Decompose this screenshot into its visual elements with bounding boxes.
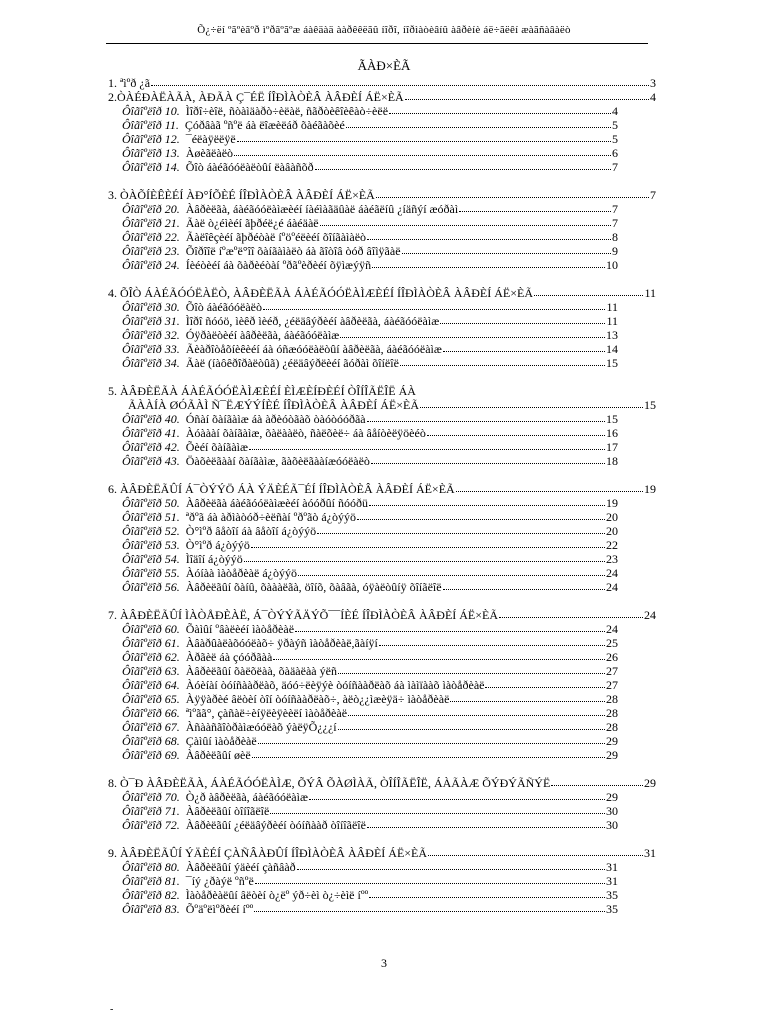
toc-page-number: 28 [606, 706, 618, 720]
toc-leader-dots [402, 244, 611, 254]
toc-page-number: 7 [650, 188, 656, 202]
toc-entry[interactable] [108, 482, 656, 496]
toc-entry[interactable] [108, 384, 656, 398]
toc-leader-dots [440, 314, 605, 324]
toc-leader-dots [315, 160, 611, 170]
toc-section-number: Ôîãîºëîð 54. [122, 552, 180, 566]
toc-subentry[interactable] [122, 300, 618, 314]
toc-section-number: Ôîãîºëîð 42. [122, 440, 180, 454]
toc-page-number: 29 [644, 776, 656, 790]
toc-entry-text: Ãàë (íàôêðîðàëòûã) ¿éëäâýðëèéí ãóðàì õîíëîë [185, 356, 399, 370]
toc-leader-dots [428, 846, 643, 856]
toc-entry-text: 5. ÀÂÐÈËÃÀ ÁÀÉÃÓÓËÀÌÆÈÉÍ ÈÌÆÈÍÐÈÉÍ ÒÎÍÎÃËÎË ÁÀ [108, 384, 416, 398]
toc-page-number: 28 [606, 692, 618, 706]
toc-section-number: Ôîãîºëîð 72. [122, 818, 180, 832]
toc-section-number: Ôîãîºëîð 33. [122, 342, 180, 356]
toc-entry-text: Õîò áàéãóóëàëòûí ëàâàñõð [185, 160, 314, 174]
toc-entry-text: Àðãèë áà çóóðãàà [185, 650, 273, 664]
toc-subentry[interactable] [122, 790, 618, 804]
toc-subentry[interactable] [122, 580, 618, 594]
toc-entry[interactable] [108, 286, 656, 300]
toc-entry-text: Ìîäîí á¿òýýö [185, 552, 243, 566]
toc-entry-text: Ãèàðîòåõíèêèéí áà óñæóóëàëòûí àâðèëãà, áàéãóóëàìæ [185, 342, 442, 356]
header-rule [106, 43, 648, 44]
toc-page-number: 24 [606, 566, 618, 580]
toc-page-number: 20 [606, 510, 618, 524]
toc-section-number: Ôîãîºëîð 21. [122, 216, 180, 230]
toc-page-number: 15 [606, 356, 618, 370]
toc-entry[interactable] [108, 776, 656, 790]
toc-section-number: Ôîãîºëîð 80. [122, 860, 180, 874]
toc-subentry[interactable] [122, 314, 618, 328]
toc-entry-text: 3. ÒÀÕÍÈÊÈÉÍ ÀÐ°ÍÕÈÉ ÍÎÐÌÀÒÈÂ ÀÂÐÈÍ ÁË×ÈÃ [108, 188, 375, 202]
toc-page-number: 27 [606, 664, 618, 678]
toc-leader-dots [369, 888, 605, 898]
toc-leader-dots [427, 426, 605, 436]
toc-subentry[interactable] [122, 104, 618, 118]
toc-section-number: Ôîãîºëîð 82. [122, 888, 180, 902]
toc-page-number: 31 [606, 874, 618, 888]
toc-section-number: Ôîãîºëîð 71. [122, 804, 180, 818]
toc-page-number: 29 [606, 748, 618, 762]
toc-entry-text: Ò°ìºð á¿òýýö [185, 538, 250, 552]
toc-entry-text: 6. ÀÂÐÈËÃÛÍ Á¯ÒÝÝÖ ÁÀ ÝÄÈÉÃ¯ÉÍ ÍÎÐÌÀÒÈÂ ÀÂÐÈÍ ÁË×ÈÃ [108, 482, 455, 496]
toc-entry-text: Àóàààí õàíãàìæ, õàëààëò, ñàëõèë÷ áà âåíòèëÿöèéò [185, 426, 426, 440]
toc-section-number: Ôîãîºëîð 31. [122, 314, 180, 328]
toc-page-number: 18 [606, 454, 618, 468]
toc-section-number: Ôîãîºëîð 66. [122, 706, 180, 720]
toc-entry-text: Àâðèëãûí õàëõëàà, õàäàëàà ýëñ [185, 664, 337, 678]
toc-section-number: Ôîãîºëîð 20. [122, 202, 180, 216]
toc-page-number: 25 [606, 636, 618, 650]
toc-page-number: 16 [606, 426, 618, 440]
toc-page-number: 20 [606, 524, 618, 538]
toc-entry-text: 2.ÒÀÉÐÀËÀÃÀ, ÀÐÃÀ Ç¯ÉË ÍÎÐÌÀÒÈÂ ÀÂÐÈÍ ÁË×ÈÃ [108, 90, 404, 104]
toc-page-number: 17 [606, 440, 618, 454]
toc-page-number: 11 [606, 300, 618, 314]
toc-entry-text: ¯éëàÿëëÿë [185, 132, 236, 146]
toc-entry-text: 8. Ò¯Ð ÀÂÐÈËÃÀ, ÁÀÉÃÓÓËÀÌÆ, ÕÝÂ ÕÀØÌÀÃ, ÒÎÍÎÃËÎË, ÁÀÃÀÆ ÕÝÐÝÃÑÝË [108, 776, 551, 790]
toc-page-number: 15 [606, 412, 618, 426]
toc-entry-text: Ò°ìºð âåòîí áà âåòîí á¿òýýö [185, 524, 317, 538]
toc-entry-text: 4. ÕÎÒ ÁÀÉÃÓÓËÀËÒ, ÀÂÐÈËÃÀ ÁÀÉÃÓÓËÀÌÆÈÉÍ ÍÎÐÌÀÒÈÂ ÀÂÐÈÍ ÁË×ÈÃ [108, 286, 534, 300]
toc-leader-dots [309, 790, 605, 800]
toc-entry[interactable] [108, 608, 656, 622]
toc-leader-dots [379, 636, 605, 646]
toc-entry[interactable] [108, 90, 656, 104]
toc-leader-dots [450, 692, 605, 702]
toc-entry-text: Õàìûí ºâàëèéí ìàòåðèàë [185, 622, 295, 636]
toc-subentry[interactable] [122, 230, 618, 244]
toc-entry-text: Öàõèëãààí õàíãàìæ, ãàõèëãààíæóóëàëò [185, 454, 370, 468]
toc-subentry[interactable] [122, 720, 618, 734]
toc-leader-dots [263, 300, 605, 310]
toc-leader-dots [317, 524, 605, 534]
toc-leader-dots [258, 734, 605, 744]
toc-entry[interactable] [108, 188, 656, 202]
toc-subentry[interactable] [122, 818, 618, 832]
toc-section-number: Ôîãîºëîð 12. [122, 132, 180, 146]
toc-subentry[interactable] [122, 342, 618, 356]
toc-page-number: 30 [606, 818, 618, 832]
toc-leader-dots [249, 440, 605, 450]
toc-leader-dots [251, 538, 605, 548]
toc-leader-dots [297, 860, 605, 870]
toc-leader-dots [298, 566, 605, 576]
toc-subentry[interactable] [122, 888, 618, 902]
page-header: Õ¿÷ëí ºãºèãºð ìºðãºãºæ áàêäàä ààðêêëãû íîðî, íîðìàòèâíû àâðèíè áë÷ãëêí æàãñàâàëò [197, 24, 571, 36]
toc-subentry[interactable] [122, 426, 618, 440]
toc-leader-dots [234, 146, 611, 156]
toc-entry-text: Ìîðî÷èîë, ñòàìäàðò÷èëàë, ñãðòèêîèêàò÷èëë [185, 104, 389, 118]
toc-leader-dots [499, 608, 643, 618]
toc-subentry[interactable] [122, 454, 618, 468]
page-number: 3 [381, 956, 387, 970]
toc-section-number: Ôîãîºëîð 51. [122, 510, 180, 524]
toc-entry-text: Àâðèëãûí øèë [185, 748, 251, 762]
toc-entry-text: Çóðâàã ºñºë áà ëîæèëáð õàéãàõèé [184, 118, 345, 132]
toc-section-number: Ôîãîºëîð 62. [122, 650, 180, 664]
toc-section-number: Ôîãîºëîð 43. [122, 454, 180, 468]
toc-leader-dots [338, 720, 605, 730]
toc-entry-text: 1. ªìºð ¿ã [108, 76, 151, 90]
toc-leader-dots [367, 412, 605, 422]
toc-leader-dots [346, 118, 611, 128]
toc-section-number: Ôîãîºëîð 23. [122, 244, 180, 258]
toc-leader-dots [443, 580, 605, 590]
toc-section-number: Ôîãîºëîð 41. [122, 426, 180, 440]
toc-section-number: Ôîãîºëîð 14. [122, 160, 180, 174]
toc-page-number: 29 [606, 734, 618, 748]
toc-entry-text: Çàìûí ìàòåðèàë [185, 734, 257, 748]
toc-subentry[interactable] [122, 496, 618, 510]
toc-section-number: Ôîãîºëîð 70. [122, 790, 180, 804]
toc-section-number: Ôîãîºëîð 22. [122, 230, 180, 244]
toc-leader-dots [244, 552, 605, 562]
toc-entry-text: Õîò áàéãóóëàëò [185, 300, 263, 314]
toc-subentry[interactable] [122, 202, 618, 216]
toc-entry-text: Ãàëîêçèéí ãþðéòàë íºöºéëèéí õîíãàìàëò [185, 230, 367, 244]
toc-page-number: 9 [612, 244, 618, 258]
toc-entry-text: Àâðèëãûí õàíû, õàààëãà, öîíõ, õàâãà, óÿàëòûíÿ õîíãëîë [185, 580, 442, 594]
toc-section-number: Ôîãîºëîð 69. [122, 748, 180, 762]
toc-entry-text: 7. ÀÂÐÈËÃÛÍ ÌÀÒÅÐÈÀË, Á¯ÒÝÝÃÄÝÕ¯¯ÍÈÉ ÍÎÐÌÀÒÈÂ ÀÂÐÈÍ ÁË×ÈÃ [108, 608, 499, 622]
toc-leader-dots [372, 258, 605, 268]
toc-subentry[interactable] [122, 874, 618, 888]
toc-subentry[interactable] [122, 160, 618, 174]
toc-leader-dots [254, 902, 605, 912]
toc-page-number: 26 [606, 650, 618, 664]
toc-entry-text: Ìîðî ñóóö, ìèêð ìèéð, ¿éëäâýðèéí àâðèëãà, áàéãóóëàìæ [185, 314, 440, 328]
toc-page-number: 31 [644, 846, 656, 860]
toc-leader-dots [420, 398, 643, 408]
toc-subentry[interactable] [122, 748, 618, 762]
toc-page-number: 5 [612, 132, 618, 146]
toc-subentry[interactable] [122, 566, 618, 580]
toc-section-number: Ôîãîºëîð 60. [122, 622, 180, 636]
toc-section-number: Ôîãîºëîð 32. [122, 328, 180, 342]
toc-page-number: 10 [606, 258, 618, 272]
toc-entry-text: Õîðîîë íºæºë°îî õàíãàìàëò áà ãîòîâ òóð âîìÿãàë [185, 244, 401, 258]
toc-entry-text: Õºäºëìºðèéí íºº [185, 902, 254, 916]
toc-subentry[interactable] [122, 510, 618, 524]
toc-leader-dots [405, 90, 649, 100]
toc-leader-dots [340, 328, 605, 338]
toc-entry-text: Ìàòåðèàëûí âëòèí ò¿ëº ýð÷èì ò¿÷èìë íºº [185, 888, 369, 902]
toc-subentry[interactable] [122, 538, 618, 552]
toc-leader-dots [367, 818, 605, 828]
toc-section-number: Ôîãîºëîð 40. [122, 412, 180, 426]
toc-page-number: 3 [650, 76, 656, 90]
toc-section-number: Ôîãîºëîð 68. [122, 734, 180, 748]
toc-subentry[interactable] [122, 552, 618, 566]
toc-leader-dots [376, 188, 649, 198]
toc-entry[interactable] [108, 76, 656, 90]
toc-subentry[interactable] [122, 356, 618, 370]
toc-leader-dots [255, 874, 605, 884]
toc-entry-text: Õèéí õàíãàìæ [185, 440, 249, 454]
toc-subentry[interactable] [122, 678, 618, 692]
toc-leader-dots [273, 650, 605, 660]
toc-entry-text: ªðºã áà àðìàòóð÷èëñàí ºðºãò á¿òýýö [185, 510, 357, 524]
toc-leader-dots [320, 216, 611, 226]
toc-subentry[interactable] [122, 258, 618, 272]
toc-page-number: 11 [644, 286, 656, 300]
toc-entry-text: Àÿÿàðèé âëòèí òîí òóíñààðëàõ÷, àëò¿¿ìæèÿä÷ ìàòåðèàë [185, 692, 450, 706]
toc-section-number: Ôîãîºëîð 24. [122, 258, 180, 272]
toc-page-number: 29 [606, 790, 618, 804]
toc-leader-dots [357, 510, 605, 520]
toc-leader-dots [400, 356, 605, 366]
toc-page-number: 7 [612, 202, 618, 216]
toc-entry-text: Óÿðàëòèéí àâðèëãà, áàéãóóëàìæ [185, 328, 340, 342]
toc-section-number: Ôîãîºëîð 56. [122, 580, 180, 594]
toc-entry-text: Óñàí õàíãàìæ áà àðèóòãàõ òàóòóóðãà [185, 412, 366, 426]
toc-section-number: Ôîãîºëîð 67. [122, 720, 180, 734]
toc-page-number: 19 [644, 482, 656, 496]
toc-leader-dots [534, 286, 643, 296]
toc-leader-dots [151, 76, 649, 86]
toc-page-number: 27 [606, 678, 618, 692]
toc-subentry[interactable] [122, 216, 618, 230]
toc-page-number: 4 [650, 90, 656, 104]
toc-page-number: 13 [606, 328, 618, 342]
toc-page-number: 31 [606, 860, 618, 874]
toc-page-number: 24 [606, 622, 618, 636]
toc-subentry[interactable] [122, 804, 618, 818]
toc-leader-dots [367, 230, 611, 240]
toc-entry-text: Àâðèëãûí ¿éëäâýðèéí òóíñààð òîíîãëîë [185, 818, 366, 832]
toc-page-number: 15 [644, 398, 656, 412]
toc-entry-text: Àâðèëãà, áàéãóóëàìæèéí íàéìàãäûàë áàéãëíû ¿íäñýí æóðàì [185, 202, 459, 216]
toc-subentry[interactable] [122, 412, 618, 426]
toc-leader-dots [252, 748, 605, 758]
toc-section-number: Ôîãîºëîð 30. [122, 300, 180, 314]
toc-subentry[interactable] [122, 244, 618, 258]
toc-leader-dots [443, 342, 605, 352]
toc-page-number: 24 [644, 608, 656, 622]
toc-page-number: 4 [612, 104, 618, 118]
toc-subentry[interactable] [122, 440, 618, 454]
toc-leader-dots [295, 622, 605, 632]
toc-leader-dots [348, 706, 605, 716]
toc-section-number: Ôîãîºëîð 13. [122, 146, 180, 160]
toc-title: ÃÀÐ×ÈÃ [357, 58, 411, 73]
toc-leader-dots [338, 664, 605, 674]
toc-subentry[interactable] [122, 328, 618, 342]
toc-section-number: Ôîãîºëîð 53. [122, 538, 180, 552]
toc-leader-dots [237, 132, 611, 142]
toc-leader-dots [369, 496, 605, 506]
toc-section-number: Ôîãîºëîð 52. [122, 524, 180, 538]
toc-entry-text: Íèéòèéí áà õàðèéòàí ºðãºèðèéí õÿìæýÿñ [185, 258, 372, 272]
toc-section-number: Ôîãîºëîð 81. [122, 874, 180, 888]
toc-leader-dots [551, 776, 643, 786]
toc-section-number: Ôîãîºëîð 11. [122, 118, 179, 132]
toc-entry-text: Àøèãëàëò [185, 146, 234, 160]
toc-entry-text: Àóèíàí òóíñààðëàõ, äóó÷ëèÿýè òóíñààðëàõ áà ìàìïààõ ìàòåðèàë [185, 678, 485, 692]
toc-page-number: 7 [612, 216, 618, 230]
toc-page-number: 24 [606, 580, 618, 594]
toc-subentry[interactable] [122, 622, 618, 636]
toc-page-number: 19 [606, 496, 618, 510]
toc-entry-text: Àâðèëãûí ýäèéí çàñâàð [185, 860, 296, 874]
toc-entry-text: Àâðèëãûí òîíîãëîë [185, 804, 270, 818]
toc-entry-text: Àâðèëãà áàéãóóëàìæèéí àóóðûí ñóóðü [185, 496, 368, 510]
toc-page-number: 5 [612, 118, 618, 132]
toc-entry-text: Àóíàà ìàòåðèàë á¿òýýö [185, 566, 297, 580]
toc-subentry[interactable] [122, 132, 618, 146]
toc-page-number: 35 [606, 888, 618, 902]
toc-subentry[interactable] [122, 118, 618, 132]
toc-subentry[interactable] [122, 650, 618, 664]
toc-page-number: 30 [606, 804, 618, 818]
toc-subentry[interactable] [122, 692, 618, 706]
toc-page-number: 22 [606, 538, 618, 552]
toc-leader-dots [371, 454, 605, 464]
toc-subentry[interactable] [122, 636, 618, 650]
toc-subentry[interactable] [122, 706, 618, 720]
toc-entry-text: ÃÀÀÍÀ ØÓÃÀÌ Ñ¯ËÆÝÝÍÈÉ ÍÎÐÌÀÒÈÂ ÀÂÐÈÍ ÁË×ÈÃ [128, 398, 420, 412]
toc-section-number: Ôîãîºëîð 55. [122, 566, 180, 580]
toc-leader-dots [459, 202, 611, 212]
toc-entry-text: Àâàðûàëàõóóëàõ÷ ÿðàýñ ìàòåðèàë,ãàíÿí [185, 636, 378, 650]
toc-section-number: Ôîãîºëîð 34. [122, 356, 180, 370]
toc-subentry[interactable] [122, 860, 618, 874]
toc-leader-dots [485, 678, 605, 688]
toc-subentry[interactable] [122, 902, 618, 916]
toc-leader-dots [270, 804, 605, 814]
toc-entry[interactable] [108, 846, 656, 860]
toc-page-number: 23 [606, 552, 618, 566]
toc-page-number: 8 [612, 230, 618, 244]
toc-entry-text: ¯íý ¿ðàýë ºñºë [185, 874, 254, 888]
toc-section-number: Ôîãîºëîð 65. [122, 692, 180, 706]
toc-subentry[interactable] [122, 734, 618, 748]
toc-entry-text: Ãàë ò¿éìèéí ãþðéë¿é áàéäàë [185, 216, 319, 230]
toc-section-number: Ôîãîºëîð 50. [122, 496, 180, 510]
toc-page-number: 6 [612, 146, 618, 160]
toc-section-number: Ôîãîºëîð 10. [122, 104, 180, 118]
toc-subentry[interactable] [122, 524, 618, 538]
toc-entry-text: ªìºãã°, çàñàë÷èíÿëèÿèèëí ìàòåðèàë [185, 706, 348, 720]
toc-section-number: Ôîãîºëîð 63. [122, 664, 180, 678]
toc-entry-text: 9. ÀÂÐÈËÃÛÍ ÝÄÈÉÍ ÇÀÑÂÀÐÛÍ ÍÎÐÌÀÒÈÂ ÀÂÐÈÍ ÁË×ÈÃ [108, 846, 428, 860]
toc-leader-dots [389, 104, 611, 114]
toc-section-number: Ôîãîºëîð 83. [122, 902, 180, 916]
toc-entry[interactable] [128, 398, 656, 412]
toc-page-number: 35 [606, 902, 618, 916]
toc-page-number: 11 [606, 314, 618, 328]
toc-leader-dots [456, 482, 643, 492]
toc-subentry[interactable] [122, 146, 618, 160]
toc-page-number: 28 [606, 720, 618, 734]
toc-page-number: 7 [612, 160, 618, 174]
toc-entry-text: Ò¿ð àâðèëãà, áàéãóóëàìæ [185, 790, 308, 804]
toc-section-number: Ôîãîºëîð 64. [122, 678, 180, 692]
toc-section-number: Ôîãîºëîð 61. [122, 636, 180, 650]
toc-subentry[interactable] [122, 664, 618, 678]
toc-entry-text: Àñààñãîòðàìæóóëàõ ýàëÿÕ¿¿¿í [185, 720, 337, 734]
toc-page-number: 14 [606, 342, 618, 356]
corner-mark: - [110, 1004, 114, 1015]
